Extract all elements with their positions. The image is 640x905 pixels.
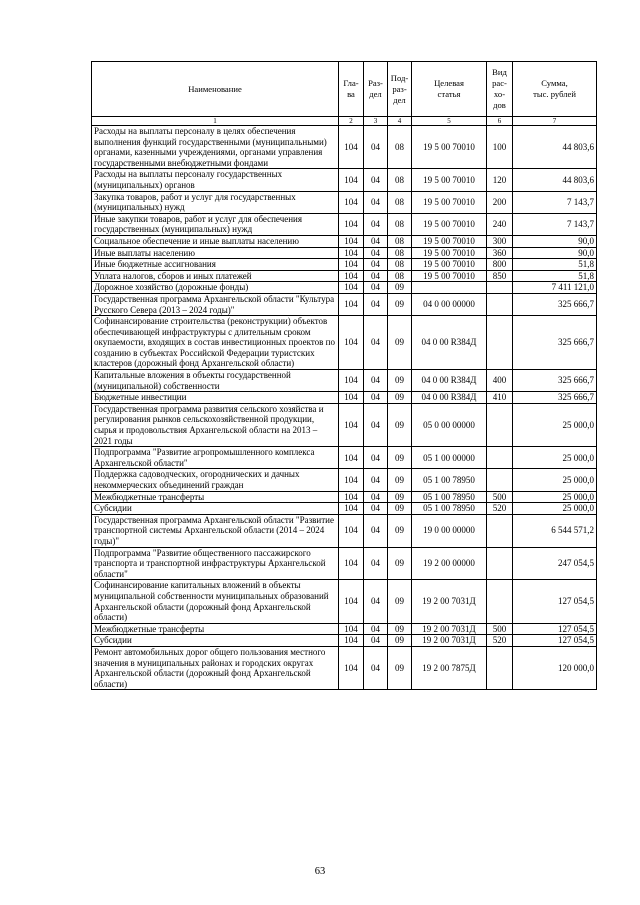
section-cell: 04 (364, 370, 388, 392)
expense-type-cell (487, 580, 513, 623)
expense-type-cell: 410 (487, 392, 513, 404)
item-name-cell: Субсидии (92, 503, 339, 515)
section-cell: 04 (364, 580, 388, 623)
subsection-cell: 09 (388, 646, 412, 689)
chapter-cell: 104 (339, 259, 364, 271)
target-article-cell: 19 2 00 7031Д (412, 580, 487, 623)
header-cell: Целевая статья (412, 62, 487, 117)
chapter-cell: 104 (339, 270, 364, 282)
chapter-cell: 104 (339, 491, 364, 503)
section-cell: 04 (364, 293, 388, 315)
subsection-cell: 09 (388, 469, 412, 491)
chapter-cell: 104 (339, 169, 364, 191)
section-cell: 04 (364, 646, 388, 689)
section-cell: 04 (364, 316, 388, 370)
target-article-cell: 19 0 00 00000 (412, 514, 487, 547)
amount-cell: 247 054,5 (513, 547, 597, 580)
table-row (92, 316, 597, 370)
table-row (92, 491, 597, 503)
target-article-cell: 05 1 00 00000 (412, 447, 487, 469)
section-cell: 04 (364, 235, 388, 247)
expense-type-cell: 800 (487, 259, 513, 271)
header-cell: Наименование (92, 62, 339, 117)
item-name-cell: Иные бюджетные ассигнования (92, 259, 339, 271)
table-row (92, 623, 597, 635)
table-row (92, 503, 597, 515)
chapter-cell: 104 (339, 191, 364, 213)
chapter-cell: 104 (339, 580, 364, 623)
amount-cell: 25 000,0 (513, 469, 597, 491)
target-article-cell: 05 1 00 78950 (412, 503, 487, 515)
item-name-cell: Подпрограмма "Развитие общественного пассажирского транспорта и транспортной инфраструктуры Архангельской области" (92, 547, 339, 580)
item-name-cell: Уплата налогов, сборов и иных платежей (92, 270, 339, 282)
page-number: 63 (314, 866, 326, 877)
target-article-cell: 19 5 00 70010 (412, 126, 487, 169)
item-name-cell: Расходы на выплаты персоналу государственных (муниципальных) органов (92, 169, 339, 191)
section-cell: 04 (364, 514, 388, 547)
section-cell: 04 (364, 191, 388, 213)
item-name-cell: Социальное обеспечение и иные выплаты населению (92, 235, 339, 247)
expense-type-cell: 100 (487, 126, 513, 169)
expense-type-cell (487, 316, 513, 370)
subsection-cell: 08 (388, 213, 412, 235)
target-article-cell: 19 5 00 70010 (412, 247, 487, 259)
amount-cell: 325 666,7 (513, 316, 597, 370)
amount-cell: 7 143,7 (513, 213, 597, 235)
amount-cell: 325 666,7 (513, 370, 597, 392)
target-article-cell: 04 0 00 R384Д (412, 316, 487, 370)
section-cell: 04 (364, 169, 388, 191)
target-article-cell: 19 5 00 70010 (412, 270, 487, 282)
chapter-cell: 104 (339, 316, 364, 370)
amount-cell: 325 666,7 (513, 392, 597, 404)
chapter-cell: 104 (339, 370, 364, 392)
subsection-cell: 09 (388, 623, 412, 635)
subsection-cell: 09 (388, 316, 412, 370)
item-name-cell: Бюджетные инвестиции (92, 392, 339, 404)
item-name-cell: Софинансирование капитальных вложений в объекты муниципальной собственности муниципальных образований Архангельской области (дорожный фонд Архангельской области) (92, 580, 339, 623)
amount-cell: 44 803,6 (513, 169, 597, 191)
item-name-cell: Подпрограмма "Развитие агропромышленного комплекса Архангельской области" (92, 447, 339, 469)
subsection-cell: 08 (388, 235, 412, 247)
expense-type-cell (487, 646, 513, 689)
table-row (92, 403, 597, 446)
target-article-cell: 19 2 00 7031Д (412, 635, 487, 647)
chapter-cell: 104 (339, 403, 364, 446)
chapter-cell: 104 (339, 447, 364, 469)
section-cell: 04 (364, 213, 388, 235)
target-article-cell: 04 0 00 R384Д (412, 392, 487, 404)
amount-cell: 25 000,0 (513, 447, 597, 469)
expense-type-cell: 850 (487, 270, 513, 282)
expense-type-cell (487, 282, 513, 294)
chapter-cell: 104 (339, 282, 364, 294)
target-article-cell: 19 2 00 00000 (412, 547, 487, 580)
section-cell: 04 (364, 247, 388, 259)
table-row (92, 392, 597, 404)
amount-cell: 127 054,5 (513, 580, 597, 623)
column-number: 2 (339, 117, 364, 126)
section-cell: 04 (364, 491, 388, 503)
section-cell: 04 (364, 547, 388, 580)
table-row (92, 580, 597, 623)
target-article-cell: 19 2 00 7031Д (412, 623, 487, 635)
section-cell: 04 (364, 635, 388, 647)
table-row (92, 213, 597, 235)
item-name-cell: Закупка товаров, работ и услуг для государственных (муниципальных) нужд (92, 191, 339, 213)
section-cell: 04 (364, 403, 388, 446)
target-article-cell: 19 5 00 70010 (412, 213, 487, 235)
table-row (92, 247, 597, 259)
section-cell: 04 (364, 282, 388, 294)
expense-type-cell: 500 (487, 623, 513, 635)
chapter-cell: 104 (339, 514, 364, 547)
item-name-cell: Софинансирование строительства (реконструкции) объектов обеспечивающей инфраструктуры с длительным сроком окупаемости, входящих в состав инвестиционных проектов по созданию в субъектах Российской Федерации туристских кластеров (дорожный фонд Архангельской области) (92, 316, 339, 370)
item-name-cell: Иные закупки товаров, работ и услуг для обеспечения государственных (муниципальных) нужд (92, 213, 339, 235)
header-cell: Под- раз- дел (388, 62, 412, 117)
item-name-cell: Субсидии (92, 635, 339, 647)
table-row (92, 447, 597, 469)
amount-cell: 120 000,0 (513, 646, 597, 689)
amount-cell: 25 000,0 (513, 491, 597, 503)
table-row (92, 469, 597, 491)
subsection-cell: 09 (388, 491, 412, 503)
chapter-cell: 104 (339, 547, 364, 580)
amount-cell: 51,8 (513, 270, 597, 282)
item-name-cell: Поддержка садоводческих, огороднических и дачных некоммерческих объединений граждан (92, 469, 339, 491)
subsection-cell: 09 (388, 392, 412, 404)
target-article-cell: 19 5 00 70010 (412, 191, 487, 213)
amount-cell: 25 000,0 (513, 403, 597, 446)
section-cell: 04 (364, 503, 388, 515)
amount-cell: 51,8 (513, 259, 597, 271)
chapter-cell: 104 (339, 213, 364, 235)
table-row (92, 514, 597, 547)
chapter-cell: 104 (339, 126, 364, 169)
expense-type-cell: 240 (487, 213, 513, 235)
header-cell: Сумма, тыс. рублей (513, 62, 597, 117)
chapter-cell: 104 (339, 646, 364, 689)
expense-type-cell: 520 (487, 503, 513, 515)
header-row (92, 62, 597, 117)
expense-type-cell: 400 (487, 370, 513, 392)
target-article-cell: 04 0 00 00000 (412, 293, 487, 315)
budget-table (91, 61, 597, 690)
target-article-cell: 19 2 00 7875Д (412, 646, 487, 689)
section-cell: 04 (364, 623, 388, 635)
target-article-cell: 04 0 00 R384Д (412, 370, 487, 392)
subsection-cell: 09 (388, 503, 412, 515)
target-article-cell: 05 1 00 78950 (412, 491, 487, 503)
header-cell: Гла- ва (339, 62, 364, 117)
column-number: 3 (364, 117, 388, 126)
chapter-cell: 104 (339, 623, 364, 635)
expense-type-cell: 520 (487, 635, 513, 647)
expense-type-cell: 120 (487, 169, 513, 191)
subsection-cell: 08 (388, 191, 412, 213)
target-article-cell: 05 1 00 78950 (412, 469, 487, 491)
expense-type-cell: 200 (487, 191, 513, 213)
table-row (92, 547, 597, 580)
table-row (92, 270, 597, 282)
subsection-cell: 09 (388, 580, 412, 623)
expense-type-cell (487, 547, 513, 580)
amount-cell: 127 054,5 (513, 623, 597, 635)
expense-type-cell: 500 (487, 491, 513, 503)
section-cell: 04 (364, 447, 388, 469)
section-cell: 04 (364, 392, 388, 404)
table-row (92, 293, 597, 315)
section-cell: 04 (364, 126, 388, 169)
item-name-cell: Государственная программа Архангельской области "Культура Русского Севера (2013 – 2024 годы)" (92, 293, 339, 315)
subsection-cell: 09 (388, 370, 412, 392)
chapter-cell: 104 (339, 247, 364, 259)
table-row (92, 191, 597, 213)
target-article-cell: 19 5 00 70010 (412, 169, 487, 191)
column-number: 4 (388, 117, 412, 126)
chapter-cell: 104 (339, 503, 364, 515)
item-name-cell: Ремонт автомобильных дорог общего пользования местного значения в муниципальных районах и городских округах Архангельской области (дорожный фонд Архангельской области) (92, 646, 339, 689)
item-name-cell: Иные выплаты населению (92, 247, 339, 259)
table-row (92, 646, 597, 689)
chapter-cell: 104 (339, 635, 364, 647)
amount-cell: 7 143,7 (513, 191, 597, 213)
amount-cell: 44 803,6 (513, 126, 597, 169)
table-row (92, 169, 597, 191)
table-row (92, 370, 597, 392)
table-row (92, 282, 597, 294)
expense-type-cell: 300 (487, 235, 513, 247)
expense-type-cell (487, 447, 513, 469)
amount-cell: 90,0 (513, 235, 597, 247)
target-article-cell: 19 5 00 70010 (412, 235, 487, 247)
amount-cell: 6 544 571,2 (513, 514, 597, 547)
amount-cell: 325 666,7 (513, 293, 597, 315)
column-number: 1 (92, 117, 339, 126)
subsection-cell: 09 (388, 447, 412, 469)
target-article-cell: 05 0 00 00000 (412, 403, 487, 446)
header-cell: Вид рас- хо- дов (487, 62, 513, 117)
chapter-cell: 104 (339, 469, 364, 491)
item-name-cell: Государственная программа развития сельского хозяйства и регулирования рынков сельскохозяйственной продукции, сырья и продовольствия Архангельской области на 2013 – 2021 годы (92, 403, 339, 446)
subsection-cell: 08 (388, 247, 412, 259)
expense-type-cell (487, 514, 513, 547)
column-number: 5 (412, 117, 487, 126)
table-row (92, 235, 597, 247)
table-row (92, 126, 597, 169)
expense-type-cell (487, 469, 513, 491)
chapter-cell: 104 (339, 235, 364, 247)
amount-cell: 90,0 (513, 247, 597, 259)
expense-type-cell: 360 (487, 247, 513, 259)
item-name-cell: Капитальные вложения в объекты государственной (муниципальной) собственности (92, 370, 339, 392)
section-cell: 04 (364, 469, 388, 491)
item-name-cell: Межбюджетные трансферты (92, 491, 339, 503)
expense-type-cell (487, 403, 513, 446)
amount-cell: 127 054,5 (513, 635, 597, 647)
subsection-cell: 09 (388, 293, 412, 315)
subsection-cell: 09 (388, 514, 412, 547)
expense-type-cell (487, 293, 513, 315)
subsection-cell: 09 (388, 403, 412, 446)
table-row (92, 259, 597, 271)
section-cell: 04 (364, 259, 388, 271)
section-cell: 04 (364, 270, 388, 282)
chapter-cell: 104 (339, 392, 364, 404)
table-row (92, 635, 597, 647)
subsection-cell: 09 (388, 547, 412, 580)
item-name-cell: Государственная программа Архангельской области "Развитие транспортной системы Архангельской области (2014 – 2024 годы)" (92, 514, 339, 547)
column-number-row (92, 117, 597, 126)
subsection-cell: 08 (388, 126, 412, 169)
item-name-cell: Межбюджетные трансферты (92, 623, 339, 635)
header-cell: Раз- дел (364, 62, 388, 117)
amount-cell: 7 411 121,0 (513, 282, 597, 294)
column-number: 7 (513, 117, 597, 126)
column-number: 6 (487, 117, 513, 126)
target-article-cell (412, 282, 487, 294)
subsection-cell: 08 (388, 259, 412, 271)
amount-cell: 25 000,0 (513, 503, 597, 515)
subsection-cell: 09 (388, 635, 412, 647)
chapter-cell: 104 (339, 293, 364, 315)
item-name-cell: Дорожное хозяйство (дорожные фонды) (92, 282, 339, 294)
item-name-cell: Расходы на выплаты персоналу в целях обеспечения выполнения функций государственными (муниципальными) органами, казенными учреждениями, органами управления государственными внебюджетными фондами (92, 126, 339, 169)
target-article-cell: 19 5 00 70010 (412, 259, 487, 271)
subsection-cell: 09 (388, 282, 412, 294)
subsection-cell: 08 (388, 169, 412, 191)
subsection-cell: 08 (388, 270, 412, 282)
